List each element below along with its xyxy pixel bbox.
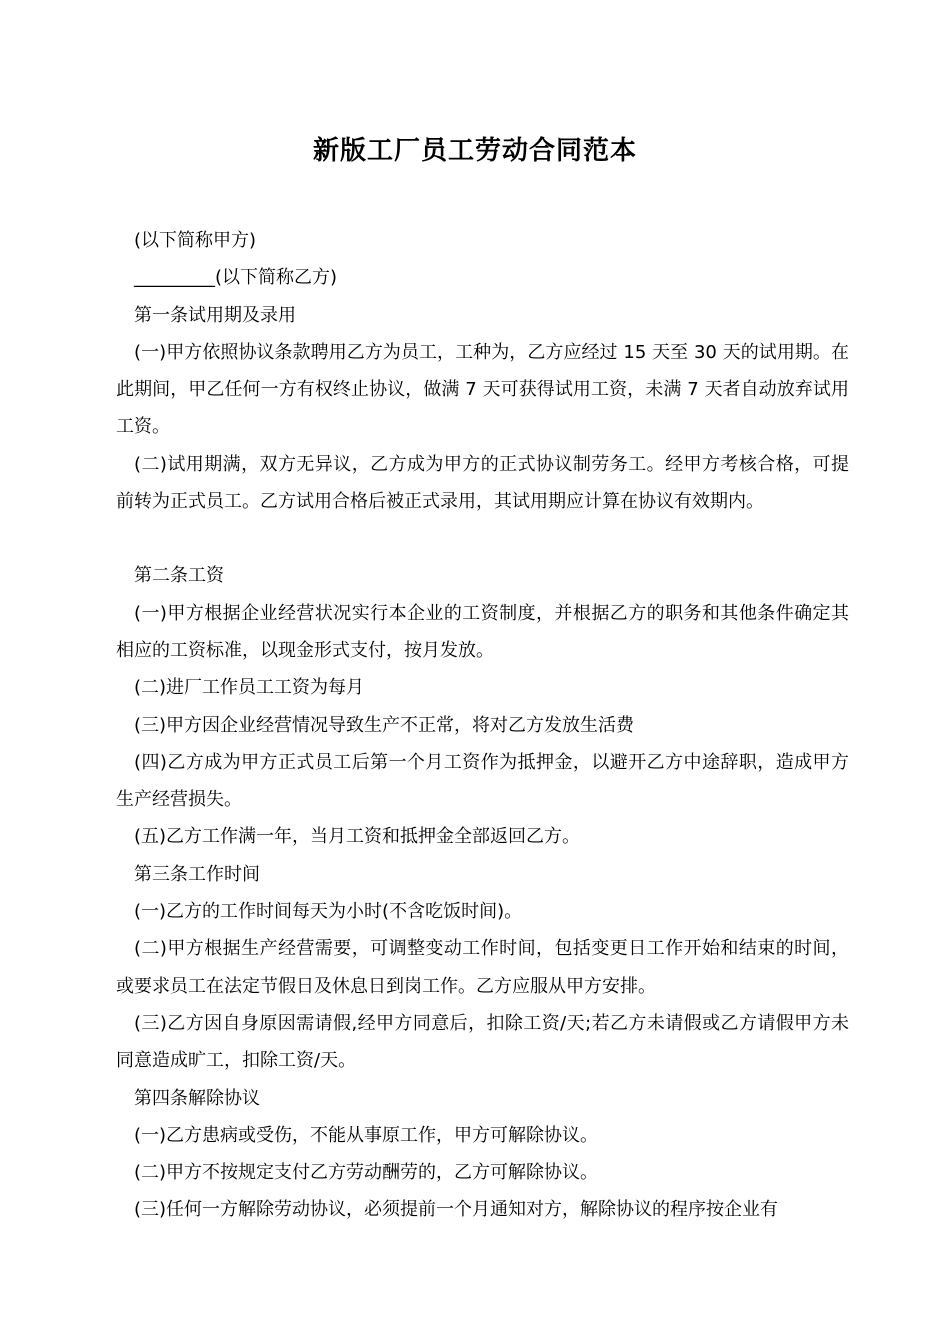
article-2-clause-5: (五)乙方工作满一年，当月工资和抵押金全部返回乙方。 [134, 826, 581, 848]
paragraph-spacer [116, 520, 849, 557]
document-body [116, 222, 849, 1229]
article-1-heading: 第一条试用期及录用 [134, 304, 296, 326]
article-4-clause-3: (三)任何一方解除劳动协议，必须提前一个月通知对方，解除协议的程序按企业有 [134, 1199, 779, 1221]
article-3-heading: 第三条工作时间 [134, 863, 260, 885]
article-4-clause-1: (一)乙方患病或受伤，不能从事原工作，甲方可解除协议。 [134, 1124, 599, 1146]
document-title: 新版工厂员工劳动合同范本 [312, 136, 637, 166]
article-4-heading: 第四条解除协议 [134, 1087, 260, 1109]
article-2-clause-3: (三)甲方因企业经营情况导致生产不正常，将对乙方发放生活费 [134, 714, 635, 736]
article-3-clause-2: (二)甲方根据生产经营需要，可调整变动工作时间，包括变更日工作开始和结束的时间，或要求员工在法定节假日及休息日到岗工作。乙方应服从甲方安排。 [116, 938, 849, 997]
article-3-clause-3: (三)乙方因自身原因需请假,经甲方同意后，扣除工资/天;若乙方未请假或乙方请假甲方未同意造成旷工，扣除工资/天。 [116, 1012, 849, 1072]
party-a-line: (以下简称甲方) [134, 230, 257, 251]
article-2-clause-4: (四)乙方成为甲方正式员工后第一个月工资作为抵押金，以避开乙方中途辞职，造成甲方生产经营损失。 [116, 751, 849, 811]
party-b-line: _________(以下简称乙方) [134, 267, 338, 289]
article-3-clause-1: (一)乙方的工作时间每天为小时(不含吃饭时间)。 [134, 901, 523, 923]
article-1-clause-1: (一)甲方依照协议条款聘用乙方为员工，工种为，乙方应经过 15 天至 30 天的试用期。在此期间，甲乙任何一方有权终止协议，做满 7 天可获得试用工资，未满 7 天者自动放弃试用工资。 [116, 341, 849, 438]
article-4-clause-2: (二)甲方不按规定支付乙方劳动酬劳的，乙方可解除协议。 [134, 1162, 599, 1184]
article-2-heading: 第二条工资 [134, 565, 224, 587]
article-2-clause-1: (一)甲方根据企业经营状况实行本企业的工资制度，并根据乙方的职务和其他条件确定其相应的工资标准，以现金形式支付，按月发放。 [116, 602, 849, 661]
article-2-clause-2: (二)进厂工作员工工资为每月 [134, 677, 365, 699]
article-1-clause-2: (二)试用期满，双方无异议，乙方成为甲方的正式协议制劳务工。经甲方考核合格，可提前转为正式员工。乙方试用合格后被正式录用，其试用期应计算在协议有效期内。 [116, 453, 849, 513]
